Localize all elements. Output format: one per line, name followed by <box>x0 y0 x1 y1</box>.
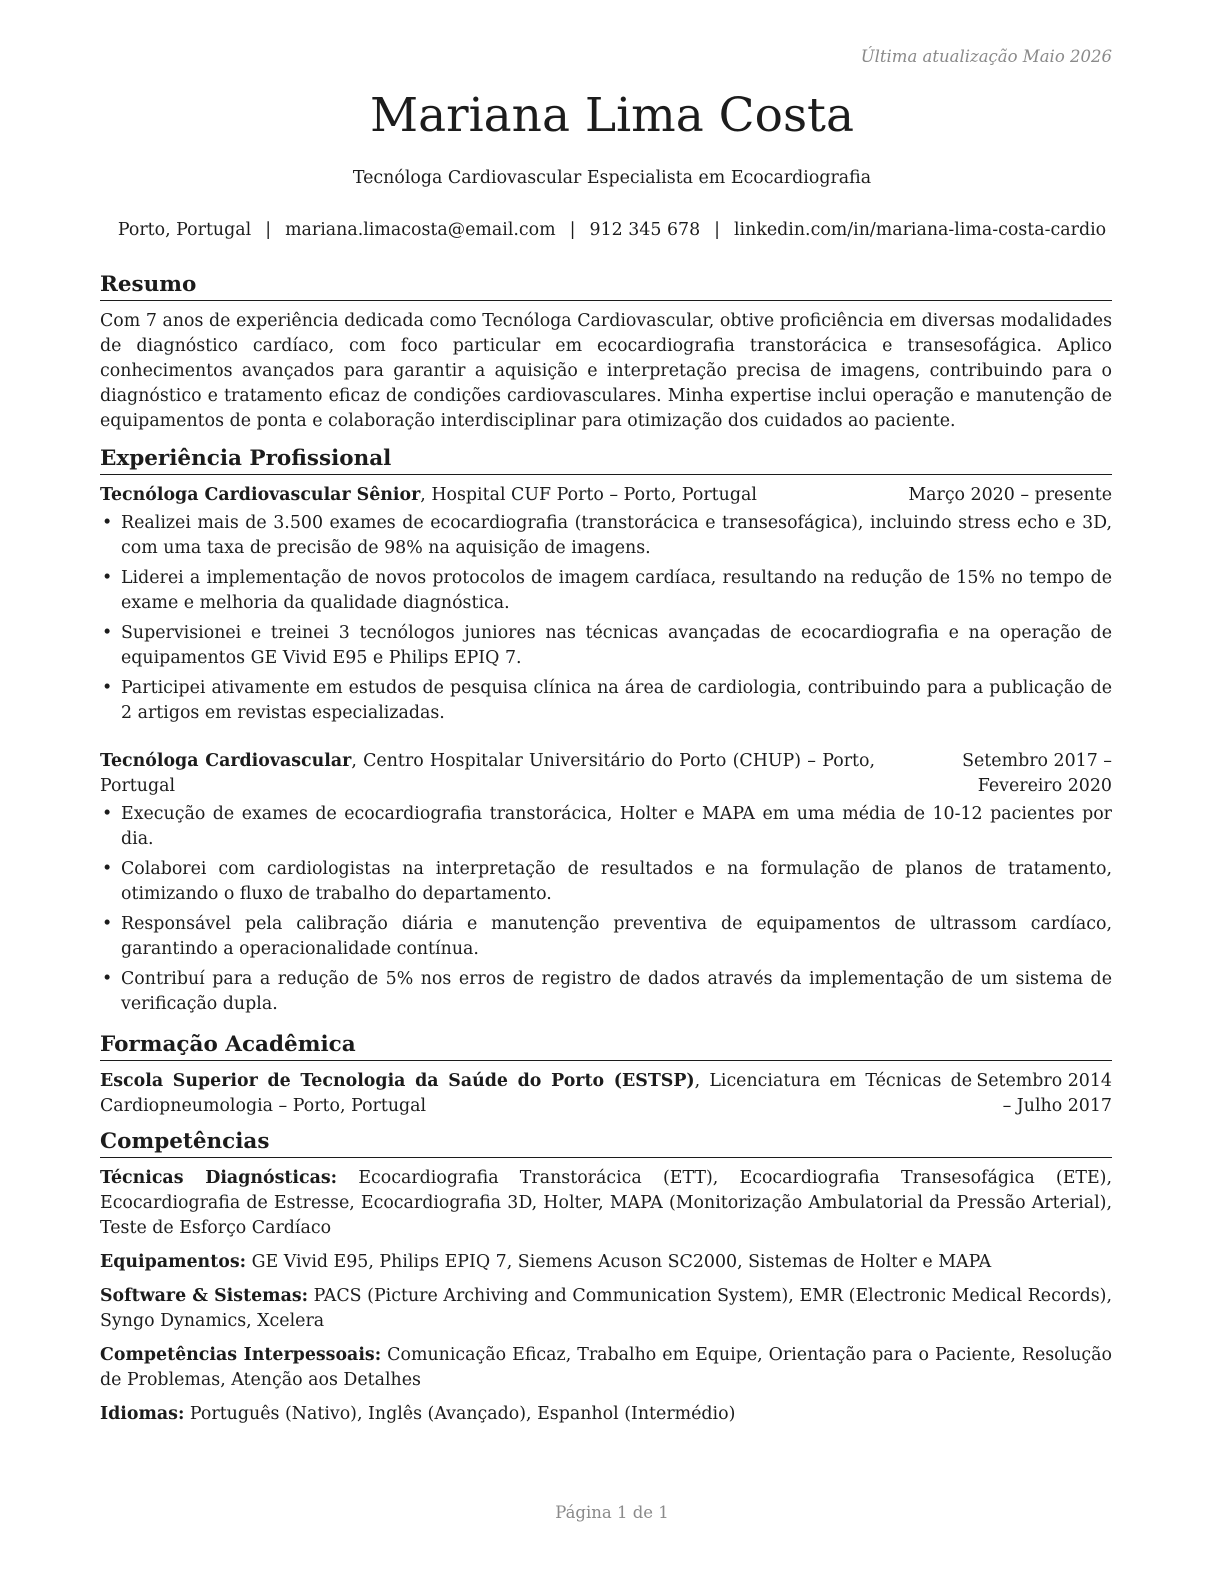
skill-line <box>100 1343 1112 1393</box>
resume-content <box>100 270 1112 1436</box>
job-bullet: • Participei ativamente em estudos de pesquisa clínica na área de cardiologia, contribuindo para a publicação de 2 artigos em revistas especializadas. <box>100 676 1112 726</box>
contact-separator: | <box>265 220 272 240</box>
section-title-education: Formação Acadêmica <box>100 1030 1112 1061</box>
skill-label: Software & Sistemas: <box>100 1286 309 1306</box>
contact-phone[interactable]: 912 345 678 <box>589 220 701 240</box>
job-bullets <box>100 802 1112 1017</box>
skill-label: Competências Interpessoais: <box>100 1345 382 1365</box>
contact-location: Porto, Portugal <box>117 220 252 240</box>
job-dates: Setembro 2017 – Fevereiro 2020 <box>962 751 1112 796</box>
contact-email[interactable]: mariana.limacosta@email.com <box>285 220 556 240</box>
contact-separator: | <box>714 220 720 240</box>
job-title-line <box>100 749 875 799</box>
skill-line <box>100 1284 1112 1334</box>
job-place: , Centro Hospitalar Universitário do Porto (CHUP) – Porto, Portugal <box>100 751 875 796</box>
skill-text: Ecocardiografia Transtorácica (ETT), Ecocardiografia Transesofágica (ETE), Ecocardiografia de Estresse, Ecocardiografia 3D, Holter, MAPA (Monitorização Ambulatorial da Pressão Arterial), Teste de Esforço Cardíaco <box>100 1168 1112 1238</box>
education-dates: Setembro 2014 – Julho 2017 <box>976 1071 1112 1116</box>
education-header <box>100 1069 1112 1119</box>
last-updated: Última atualização Maio 2026 <box>860 47 1112 66</box>
section-title-summary: Resumo <box>100 270 1112 301</box>
skill-line <box>100 1250 1112 1275</box>
job-bullets <box>100 511 1112 726</box>
skill-label: Técnicas Diagnósticas: <box>100 1168 338 1188</box>
skill-text: PACS (Picture Archiving and Communication System), EMR (Electronic Medical Records), Syngo Dynamics, Xcelera <box>100 1286 1112 1331</box>
skill-text: Português (Nativo), Inglês (Avançado), Espanhol (Intermédio) <box>184 1404 736 1424</box>
candidate-title: Tecnóloga Cardiovascular Especialista em Ecocardiografia <box>352 168 872 188</box>
education-school: Escola Superior de Tecnologia da Saúde do Porto (ESTSP) <box>100 1071 695 1091</box>
skill-line <box>100 1402 1112 1427</box>
skill-line <box>100 1166 1112 1241</box>
contact-line <box>0 218 1224 243</box>
job-role: Tecnóloga Cardiovascular Sênior <box>100 485 421 505</box>
summary-text: Com 7 anos de experiência dedicada como Tecnóloga Cardiovascular, obtive proficiência em diversas modalidades de diagnóstico cardíaco, com foco particular em ecocardiografia transtorácica e transesofágica. Aplico conhecimentos avançados para garantir a aquisição e interpretação precisa de imagens, contribuindo para o diagnóstico e tratamento eficaz de condições cardiovasculares. Minha expertise inclui operação e manutenção de equipamentos de ponta e colaboração interdisciplinar para otimização dos cuidados ao paciente. <box>100 311 1112 431</box>
job-place: , Hospital CUF Porto – Porto, Portugal <box>420 485 757 505</box>
job-bullet: • Supervisionei e treinei 3 tecnólogos juniores nas técnicas avançadas de ecocardiografia e na operação de equipamentos GE Vivid E95 e Philips EPIQ 7. <box>100 621 1112 671</box>
section-title-experience: Experiência Profissional <box>100 444 1112 475</box>
contact-linkedin[interactable]: linkedin.com/in/mariana-lima-costa-cardio <box>734 220 1107 240</box>
job-bullet: • Liderei a implementação de novos protocolos de imagem cardíaca, resultando na redução de 15% no tempo de exame e melhoria da qualidade diagnóstica. <box>100 566 1112 616</box>
job-header <box>100 483 1112 508</box>
job-dates: Março 2020 – presente <box>908 485 1112 505</box>
candidate-name: Mariana Lima Costa <box>370 88 854 143</box>
job-bullet: • Contribuí para a redução de 5% nos erros de registro de dados através da implementação de um sistema de verificação dupla. <box>100 967 1112 1017</box>
job-title-line <box>100 483 908 508</box>
job-bullet: • Responsável pela calibração diária e manutenção preventiva de equipamentos de ultrassom cardíaco, garantindo a operacionalidade contínua. <box>100 912 1112 962</box>
education-line <box>100 1069 972 1119</box>
skill-text: Comunicação Eficaz, Trabalho em Equipe, Orientação para o Paciente, Resolução de Problemas, Atenção aos Detalhes <box>100 1345 1112 1390</box>
contact-separator: | <box>569 220 576 240</box>
job-bullet: • Execução de exames de ecocardiografia transtorácica, Holter e MAPA em uma média de 10-12 pacientes por dia. <box>100 802 1112 852</box>
job-bullet: • Realizei mais de 3.500 exames de ecocardiografia (transtorácica e transesofágica), incluindo stress echo e 3D, com uma taxa de precisão de 98% na aquisição de imagens. <box>100 511 1112 561</box>
section-title-skills: Competências <box>100 1127 1112 1158</box>
skill-label: Equipamentos: <box>100 1252 247 1272</box>
job-header <box>100 749 1112 799</box>
job-bullet: • Colaborei com cardiologistas na interpretação de resultados e na formulação de planos de tratamento, otimizando o fluxo de trabalho do departamento. <box>100 857 1112 907</box>
page-number: Página 1 de 1 <box>555 1503 669 1522</box>
skill-label: Idiomas: <box>100 1404 185 1424</box>
skill-text: GE Vivid E95, Philips EPIQ 7, Siemens Acuson SC2000, Sistemas de Holter e MAPA <box>246 1252 992 1272</box>
job-role: Tecnóloga Cardiovascular <box>100 751 352 771</box>
education-degree: , Licenciatura em Técnicas de Cardiopneumologia – Porto, Portugal <box>100 1071 972 1116</box>
